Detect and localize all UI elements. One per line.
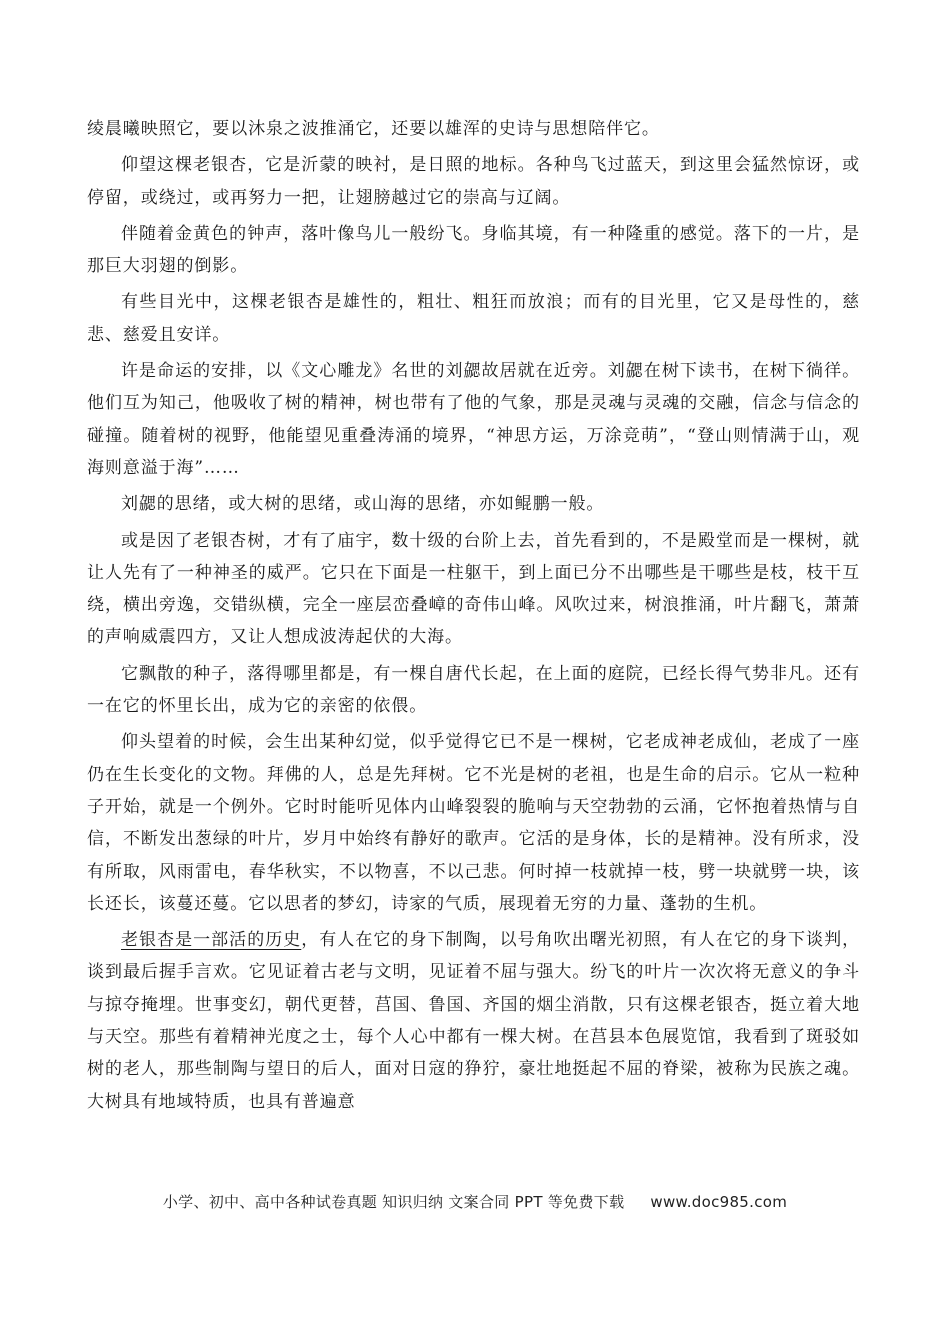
footer-url[interactable]: www.doc985.com — [650, 1193, 788, 1211]
paragraph-1: 绫晨曦映照它，要以沐泉之波推涌它，还要以雄浑的史诗与思想陪伴它。 — [87, 119, 660, 139]
paragraph-10 — [87, 924, 860, 1118]
underlined-phrase: 老银杏是一部活的历史 — [121, 930, 302, 951]
paragraph-5: 许是命运的安排，以《文心雕龙》名世的刘勰故居就在近旁。刘勰在树下读书，在树下徜徉。他们互为知己，他吸收了树的精神，树也带有了他的气象，那是灵魂与灵魂的交融，信念与信念的碰撞。随着树的视野，他能望见重叠涛涌的境界，“神思方运，万涂竞萌”，“登山则情满于山，观海则意溢于海”…… — [87, 361, 860, 478]
paragraph-4: 有些目光中，这棵老银杏是雄性的，粗壮、粗狂而放浪；而有的目光里，它又是母性的，慈悲、慈爱且安详。 — [87, 292, 860, 345]
paragraph-9: 仰头望着的时候，会生出某种幻觉，似乎觉得它已不是一棵树，它老成神老成仙，老成了一座仍在生长变化的文物。拜佛的人，总是先拜树。它不光是树的老祖，也是生命的启示。它从一粒种子开始，就是一个例外。它时时能听见体内山峰裂裂的脆响与天空勃勃的云涌，它怀抱着热情与自信，不断发出葱绿的叶片，岁月中始终有静好的歌声。它活的是身体，长的是精神。没有所求，没有所取，风雨雷电，春华秋实，不以物喜，不以己悲。何时掉一枝就掉一枝，劈一块就劈一块，该长还长，该蔓还蔓。它以思者的梦幻，诗家的气质，展现着无穷的力量、蓬勃的生机。 — [87, 732, 860, 914]
article-body — [87, 113, 860, 1122]
paragraph-10-rest: ，有人在它的身下制陶，以号角吹出曙光初照，有人在它的身下谈判，谈到最后握手言欢。它见证着古老与文明，见证着不屈与强大。纷飞的叶片一次次将无意义的争斗与掠夺掩埋。世事变幻，朝代更替，莒国、鲁国、齐国的烟尘消散，只有这棵老银杏，挺立着大地与天空。那些有着精神光度之士，每个人心中都有一棵大树。在莒县本色展览馆，我看到了斑驳如树的老人，那些制陶与望日的后人，面对日寇的狰狞，豪壮地挺起不屈的脊梁，被称为民族之魂。大树具有地域特质，也具有普遍意 — [87, 930, 861, 1112]
paragraph-3: 伴随着金黄色的钟声，落叶像鸟儿一般纷飞。身临其境，有一种隆重的感觉。落下的一片，是那巨大羽翅的倒影。 — [87, 223, 860, 277]
paragraph-7: 或是因了老银杏树，才有了庙宇，数十级的台阶上去，首先看到的，不是殿堂而是一棵树，就让人先有了一种神圣的威严。它只在下面是一柱躯干，到上面已分不出哪些是干哪些是枝，枝干互绕，横出旁逸，交错纵横，完全一座层峦叠嶂的奇伟山峰。风吹过来，树浪推涌，叶片翻飞，萧萧的声响威震四方，又让人想成波涛起伏的大海。 — [87, 530, 860, 648]
paragraph-6: 刘勰的思绪，或大树的思绪，或山海的思绪，亦如鲲鹏一般。 — [121, 494, 605, 515]
footer-text: 小学、初中、高中各种试卷真题 知识归纳 文案合同 PPT 等免费下载 — [162, 1193, 625, 1211]
paragraph-8: 它飘散的种子，落得哪里都是，有一棵自唐代长起，在上面的庭院，已经长得气势非凡。还有一在它的怀里长出，成为它的亲密的依偎。 — [87, 663, 860, 717]
paragraph-2: 仰望这棵老银杏，它是沂蒙的映衬，是日照的地标。各种鸟飞过蓝天，到这里会猛然惊讶，或停留，或绕过，或再努力一把，让翅膀越过它的崇高与辽阔。 — [87, 155, 860, 208]
page-footer — [0, 1191, 950, 1212]
